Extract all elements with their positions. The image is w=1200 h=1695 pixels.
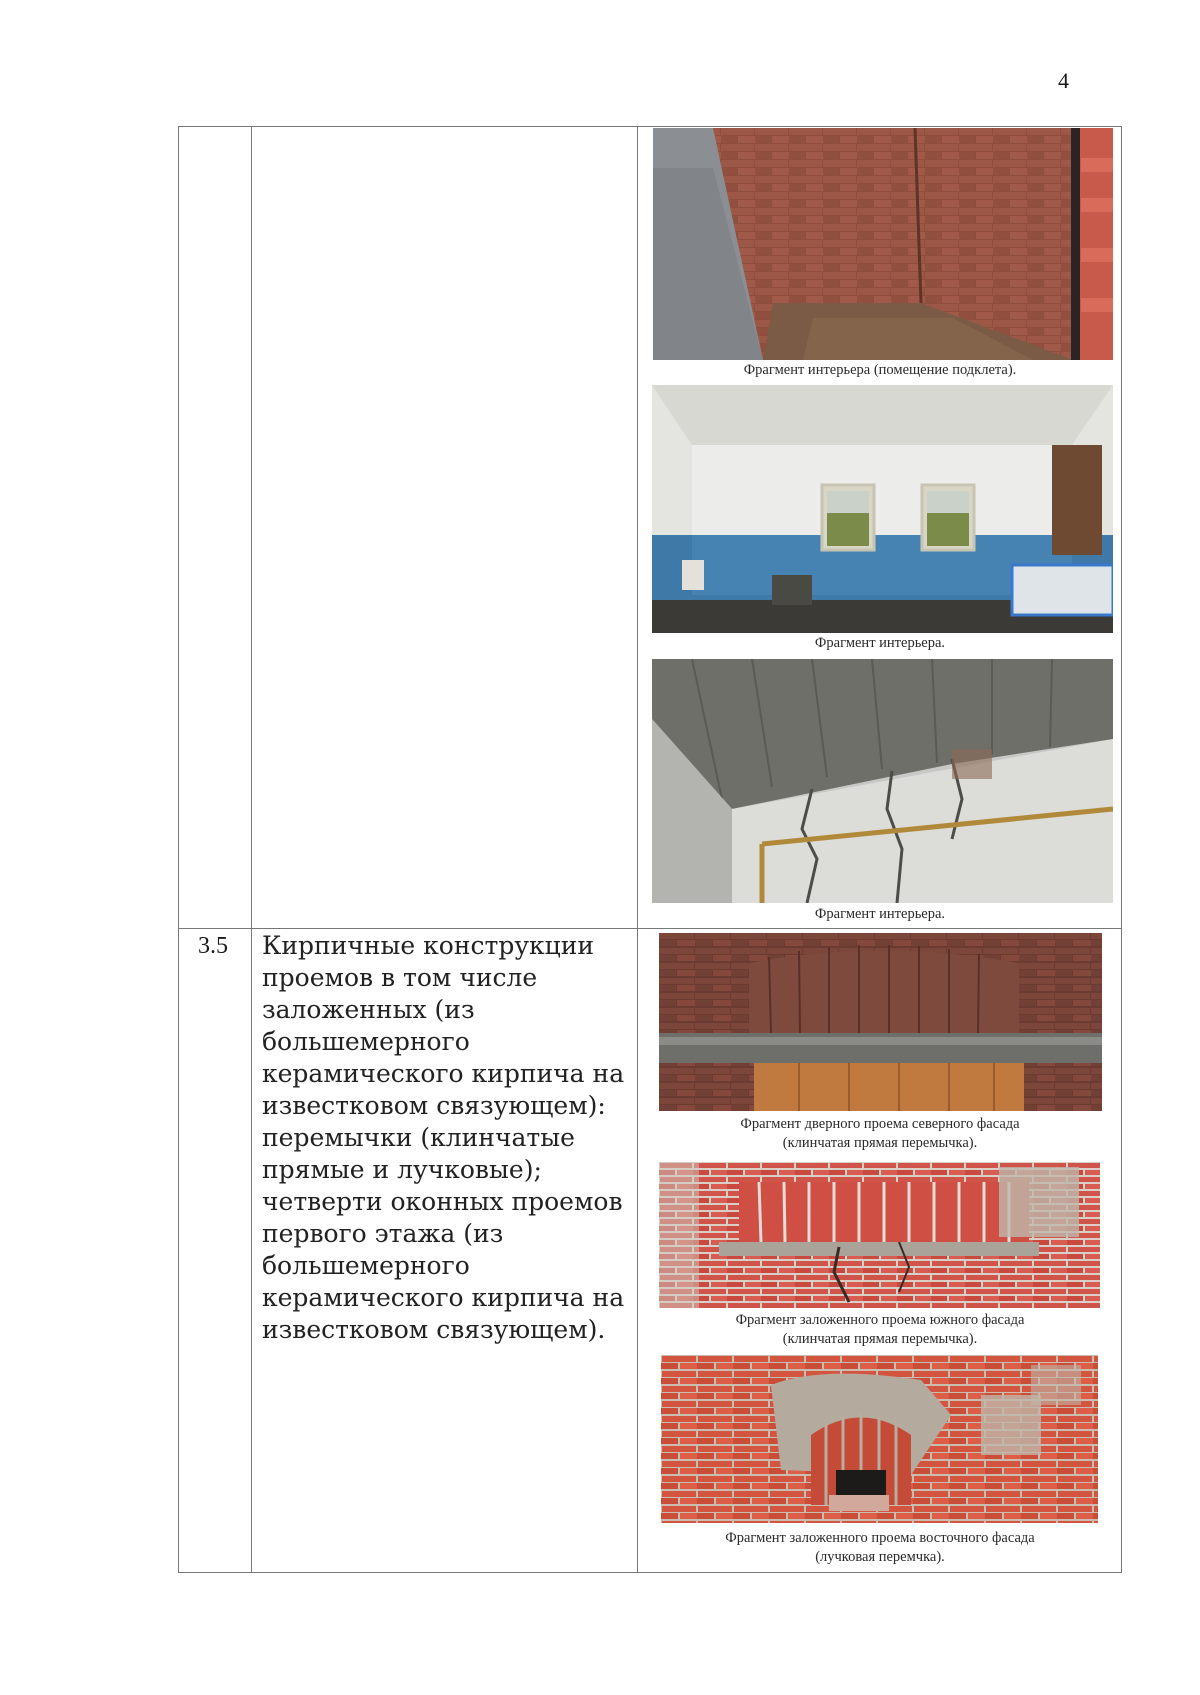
photo-room-interior xyxy=(652,385,1113,633)
photo-ceiling-interior xyxy=(652,659,1113,903)
photo-caption: Фрагмент интерьера. xyxy=(814,906,946,922)
table-column-divider xyxy=(251,126,252,1573)
photo-door-lintel xyxy=(659,933,1102,1111)
photo-caption: Фрагмент заложенного проема восточного фасада (лучковая перемчка). xyxy=(725,1530,1035,1565)
table-column-divider xyxy=(637,126,638,1573)
photo-basement-interior xyxy=(653,128,1113,360)
row-number: 3.5 xyxy=(198,933,228,959)
page-number: 4 xyxy=(1058,68,1069,93)
photo-caption: Фрагмент заложенного проема южного фасада (клинчатая прямая перемычка). xyxy=(735,1312,1025,1347)
photo-bricked-opening-east xyxy=(661,1355,1098,1523)
photo-caption: Фрагмент дверного проема северного фасада (клинчатая прямая перемычка). xyxy=(740,1116,1020,1151)
photo-caption: Фрагмент интерьера (помещение подклета). xyxy=(743,362,1017,378)
photo-caption: Фрагмент интерьера. xyxy=(814,635,946,651)
row-description: Кирпичные конструкции проемов в том числе заложенных (из большемерного керамического кирпича на известковом связующем): перемычки (клинчатые прямые и лучковые); четверти оконных проемов первого этажа (из большемерного керамического кирпича на известковом связующем). xyxy=(262,931,625,1344)
table-row-divider xyxy=(178,928,1122,929)
photo-bricked-opening-south xyxy=(659,1162,1100,1308)
